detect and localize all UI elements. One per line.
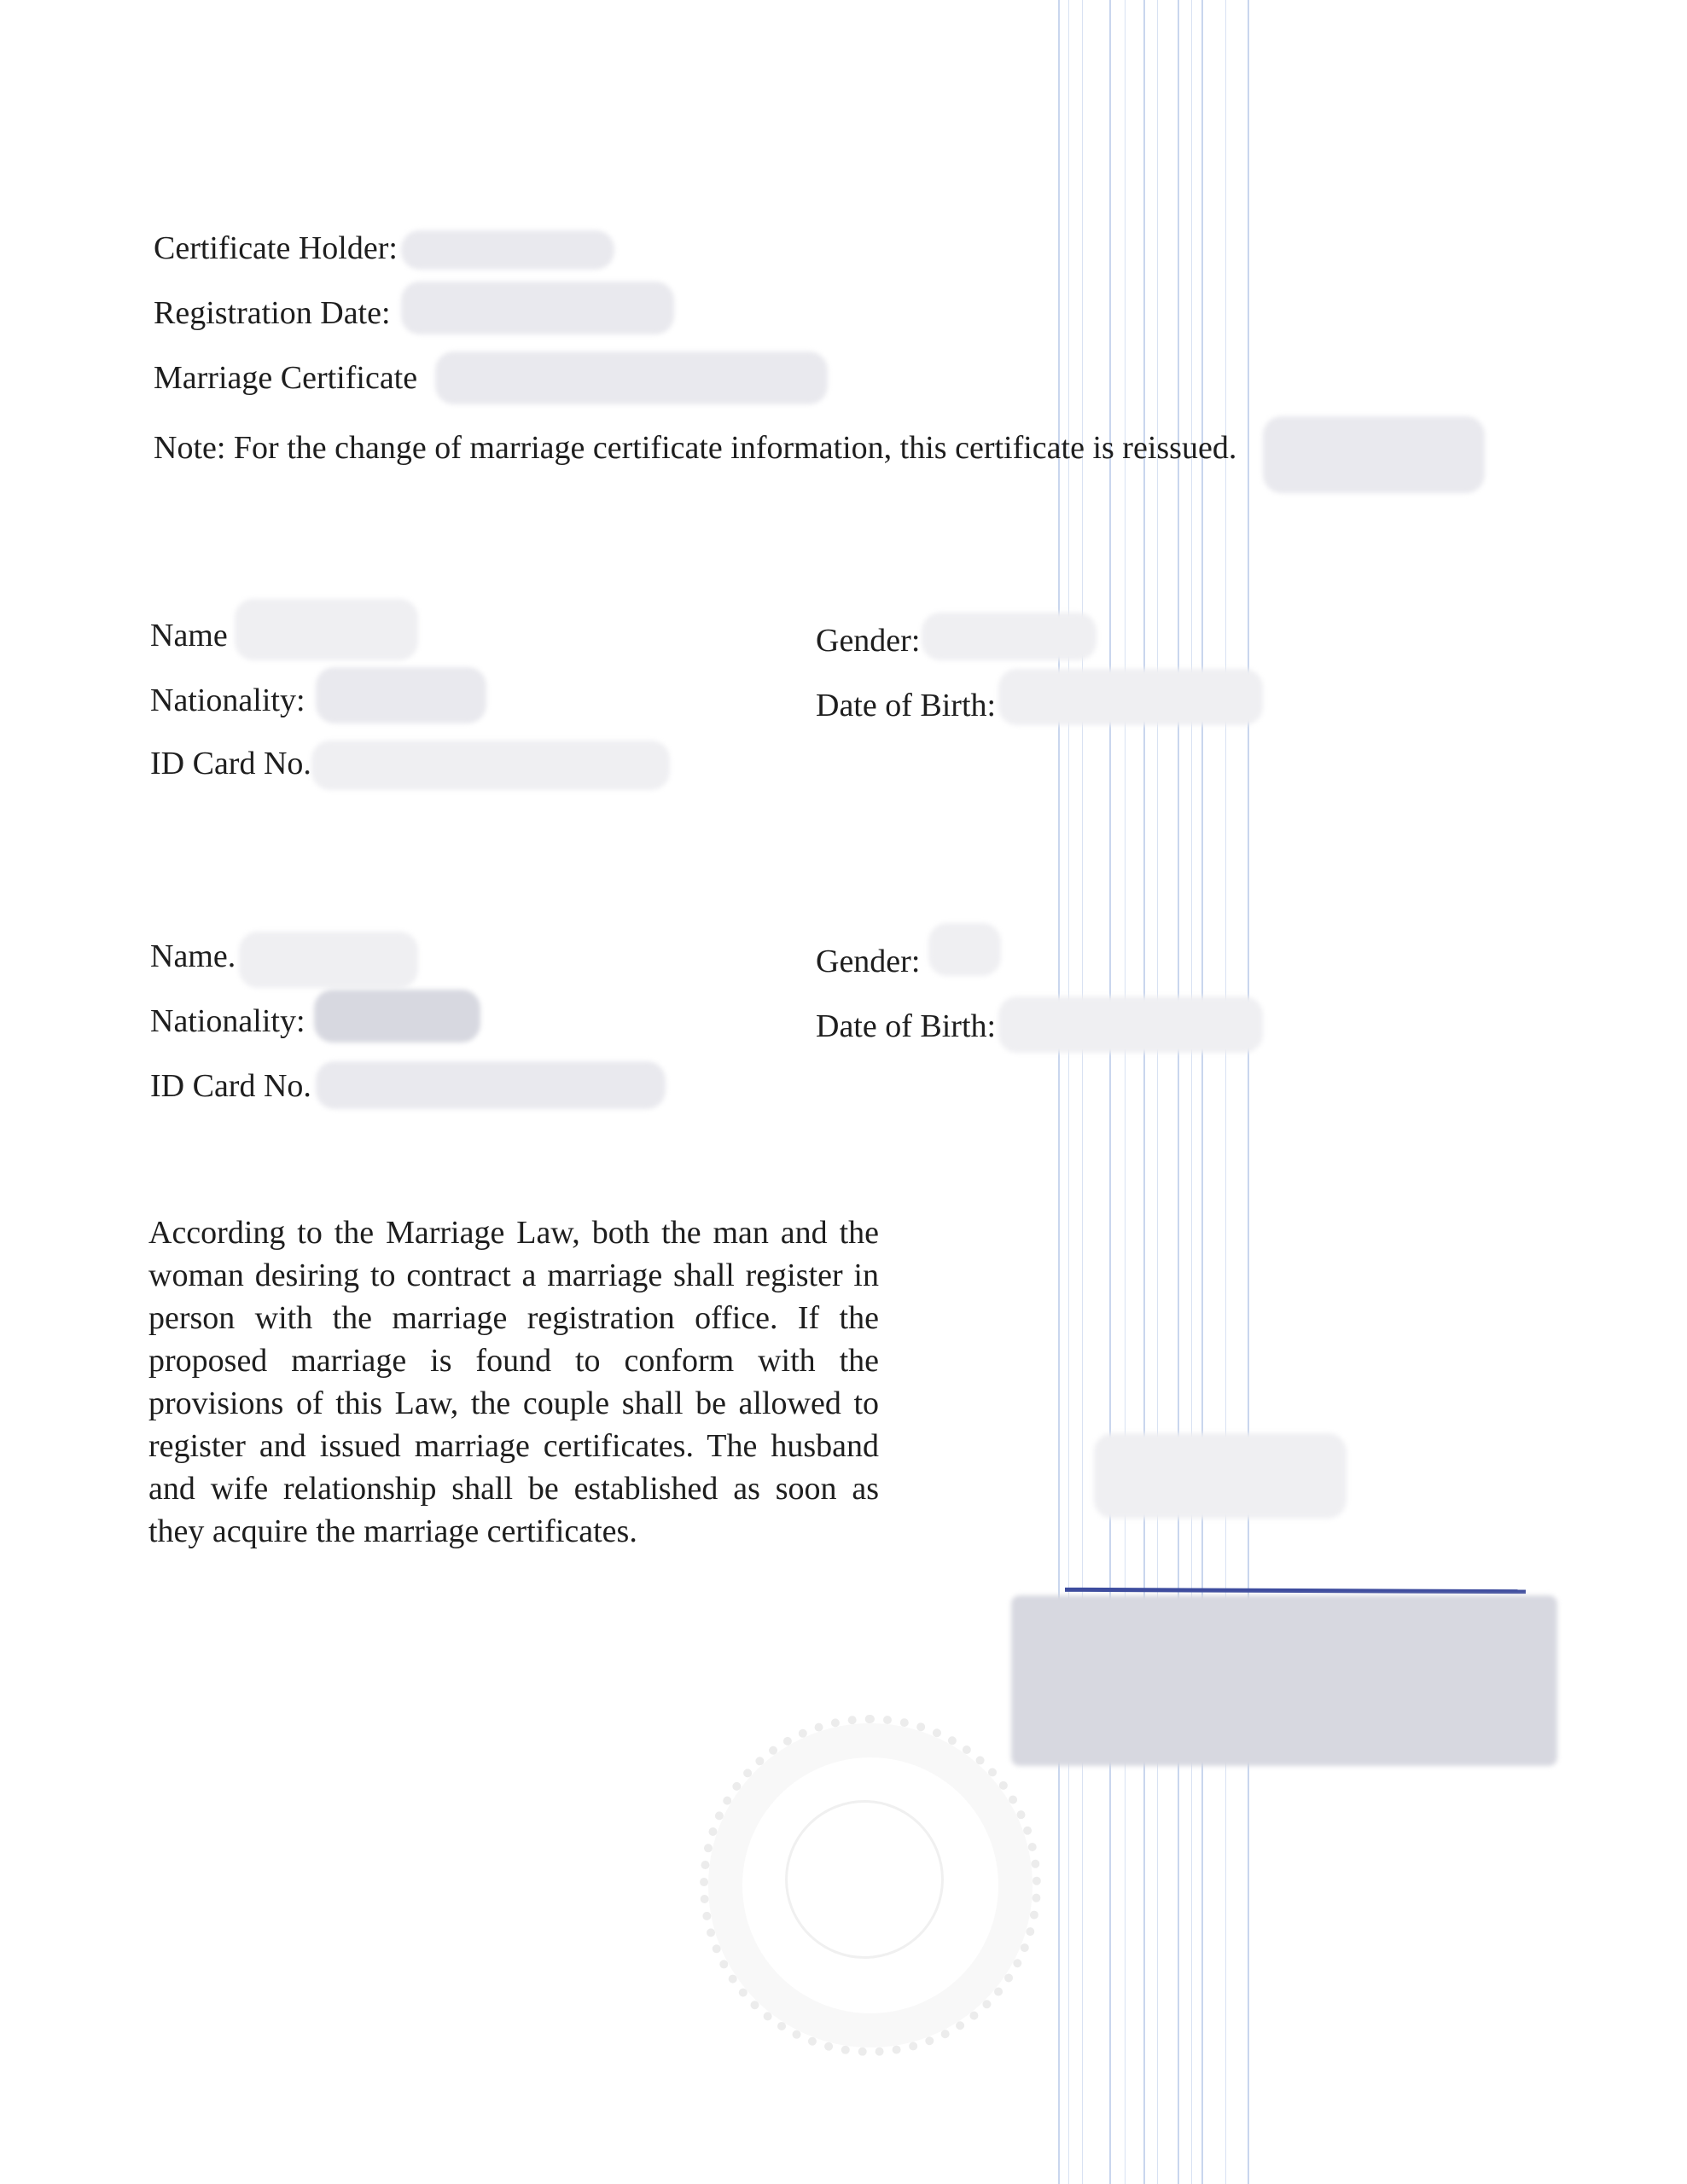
person2-dob-label: Date of Birth: (816, 1008, 997, 1044)
paragraph-line: proposed marriage is found to conform with the (148, 1343, 879, 1379)
paragraph-line: register and issued marriage certificates. The husband (148, 1428, 879, 1464)
redacted-signature-top (1094, 1433, 1347, 1519)
redacted-marriage-certificate (435, 351, 828, 404)
redacted-person1-id (311, 741, 670, 790)
person1-nationality-label: Nationality: (150, 682, 305, 718)
redacted-person1-gender (922, 613, 1097, 660)
redacted-person2-name (239, 932, 418, 988)
embossed-notary-seal (700, 1715, 1041, 2056)
redacted-signature-stamp (1011, 1595, 1557, 1766)
redacted-person2-id (316, 1061, 666, 1109)
registration-date-label: Registration Date: (154, 295, 391, 331)
marriage-certificate-label: Marriage Certificate (154, 360, 418, 396)
person1-id-label: ID Card No. (150, 746, 311, 781)
certificate-holder-label: Certificate Holder: (154, 230, 398, 266)
redacted-person2-nationality (314, 990, 480, 1043)
redacted-person1-name (235, 599, 418, 660)
person2-id-label: ID Card No. (150, 1068, 311, 1104)
paragraph-line: person with the marriage registration office. If the (148, 1300, 879, 1336)
seal-inner-ring (785, 1800, 944, 1959)
person1-name-label: Name (150, 618, 228, 653)
redacted-note-stamp (1263, 416, 1485, 493)
paragraph-line: woman desiring to contract a marriage shall register in (148, 1258, 879, 1293)
paragraph-line: and wife relationship shall be established as soon as (148, 1471, 879, 1507)
redacted-person1-dob (998, 669, 1263, 725)
reissue-note: Note: For the change of marriage certificate information, this certificate is reissued. (154, 430, 1237, 466)
redacted-person2-gender (928, 923, 1001, 976)
guilloche-lines (1058, 0, 1263, 2184)
marriage-law-paragraph (148, 1211, 879, 1553)
person2-nationality-label: Nationality: (150, 1003, 305, 1039)
person2-gender-label: Gender: (816, 944, 921, 979)
paragraph-line: provisions of this Law, the couple shall be allowed to (148, 1385, 879, 1421)
person1-gender-label: Gender: (816, 623, 921, 659)
redacted-person1-nationality (316, 667, 486, 723)
paragraph-line: they acquire the marriage certificates. (148, 1513, 637, 1549)
redacted-certificate-holder (401, 230, 614, 270)
redacted-registration-date (401, 282, 674, 334)
paragraph-line: According to the Marriage Law, both the man and the (148, 1215, 879, 1251)
person2-name-label: Name. (150, 938, 236, 974)
person1-dob-label: Date of Birth: (816, 688, 997, 723)
redacted-person2-dob (998, 996, 1263, 1053)
